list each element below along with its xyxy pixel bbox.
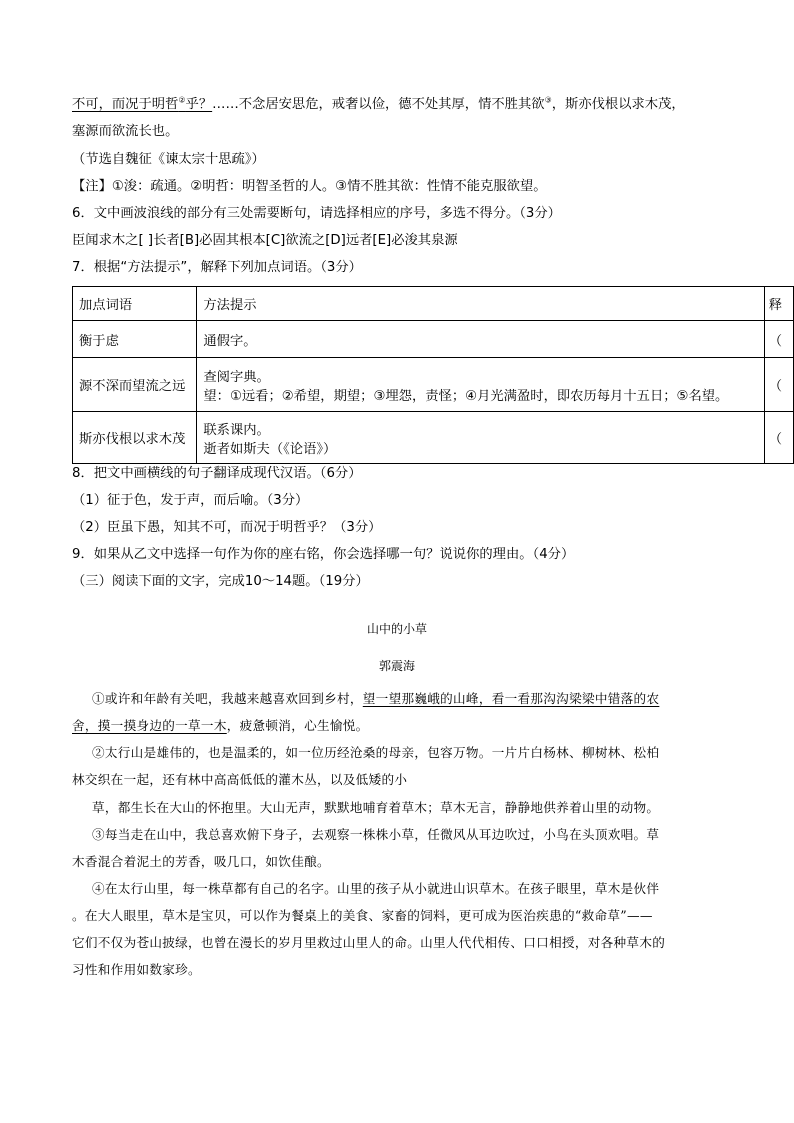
table-row	[73, 412, 794, 464]
table-header-hint: 方法提示	[197, 287, 764, 321]
underlined-phrase: 舍，摸一摸身边的一草一木	[72, 718, 227, 733]
table-cell-answer: （	[764, 321, 793, 358]
table-cell-answer: （	[764, 412, 793, 464]
table-cell-hint	[197, 358, 764, 412]
passage-notes: 【注】①浚：疏通。②明哲：明智圣哲的人。③情不胜其欲：性情不能克服欲望。	[72, 179, 547, 194]
question-6-text: 臣闻求木之[ ]长者[B]必固其根本[C]欲流之[D]远者[E]必浚其泉源	[72, 233, 458, 248]
question-8: 8．把文中画横线的句子翻译成现代汉语。（6分）	[72, 466, 362, 481]
paragraph-2-line-2: 林交织在一起，还有林中高高低低的灌木丛，以及低矮的小	[72, 772, 408, 787]
paragraph-2-line-3: 草，都生长在大山的怀抱里。大山无声，默默地哺育着草木；草木无言，静静地供养着山里的动物。	[92, 800, 660, 815]
table-cell-word: 斯亦伐根以求木茂	[73, 412, 197, 464]
table-header-answer: 释	[764, 287, 793, 321]
table-row	[73, 321, 794, 358]
paragraph-2-line-1: ②太行山是雄伟的，也是温柔的，如一位历经沧桑的母亲，包容万物。一片片白杨林、柳树林、松柏	[92, 745, 660, 760]
table-row	[73, 358, 794, 412]
question-8-2: （2）臣虽下愚，知其不可，而况于明哲乎？（3分）	[72, 520, 382, 535]
paragraph-3-line-1: ③每当走在山中，我总喜欢俯下身子，去观察一株株小草，任微风从耳边吹过，小鸟在头顶欢唱。草	[92, 827, 660, 842]
paragraph-3-line-2: 木香混合着泥土的芳香，吸几口，如饮佳酿。	[72, 854, 330, 869]
question-7: 7．根据“方法提示”，解释下列加点词语。（3分）	[72, 260, 362, 275]
story-title: 山中的小草	[366, 622, 427, 636]
story-author: 郭震海	[378, 659, 415, 673]
hint-line: 联系课内。	[203, 422, 270, 438]
table-cell-word: 源不深而望流之远	[73, 358, 197, 412]
paragraph-4-line-1: ④在太行山里，每一株草都有自己的名字。山里的孩子从小就进山识草木。在孩子眼里，草木是伙伴	[92, 881, 660, 896]
question-9: 9．如果从乙文中选择一句作为你的座右铭，你会选择哪一句？说说你的理由。（4分）	[72, 547, 575, 562]
passage-line-1: 不可，而况于明哲②乎？……不念居安思危，戒奢以俭，德不处其厚，情不胜其欲③，斯亦伐根以求木茂，	[72, 95, 685, 112]
passage-line-2: 塞源而欲流长也。	[72, 124, 179, 139]
table-cell-word: 衡于虑	[73, 321, 197, 358]
method-table	[72, 286, 794, 464]
table-cell-answer: （	[764, 358, 793, 412]
paragraph-1-line-2: 舍，摸一摸身边的一草一木，疲惫顿消，心生愉悦。	[72, 718, 369, 733]
table-cell-hint: 通假字。	[197, 321, 764, 358]
underlined-phrase: 望一望那巍峨的山峰，看一看那沟沟梁梁中错落的农	[362, 691, 660, 706]
underlined-sentence: 不可，而况于明哲②乎？	[72, 95, 213, 112]
paragraph-1-line-1: ①或许和年龄有关吧，我越来越喜欢回到乡村，望一望那巍峨的山峰，看一看那沟沟梁梁中错落的农	[92, 691, 660, 706]
hint-line: 逝者如斯夫（《论语》）	[203, 441, 337, 457]
passage-source: （节选自魏征《谏太宗十思疏》）	[72, 152, 265, 167]
paragraph-4-line-4: 习性和作用如数家珍。	[72, 962, 201, 977]
hint-line: 望：①远看；②希望，期望；③埋怨，责怪；④月光满盈时，即农历每月十五日；⑤名望。	[203, 388, 729, 404]
section-3-heading: （三）阅读下面的文字，完成10～14题。（19分）	[72, 574, 369, 589]
paragraph-4-line-2: 。在大人眼里，草木是宝贝，可以作为餐桌上的美食、家畜的饲料，更可成为医治疾患的“救命草”——	[72, 908, 653, 923]
question-6: 6．文中画波浪线的部分有三处需要断句，请选择相应的序号，多选不得分。（3分）	[72, 206, 561, 221]
table-cell-hint	[197, 412, 764, 464]
hint-line: 查阅字典。	[203, 369, 270, 385]
paragraph-4-line-3: 它们不仅为苍山披绿，也曾在漫长的岁月里救过山里人的命。山里人代代相传、口口相授，对各种草木的	[72, 935, 666, 950]
table-header-word: 加点词语	[73, 287, 197, 321]
table-header-row	[73, 287, 794, 321]
question-8-1: （1）征于色，发于声，而后喻。（3分）	[72, 493, 309, 508]
